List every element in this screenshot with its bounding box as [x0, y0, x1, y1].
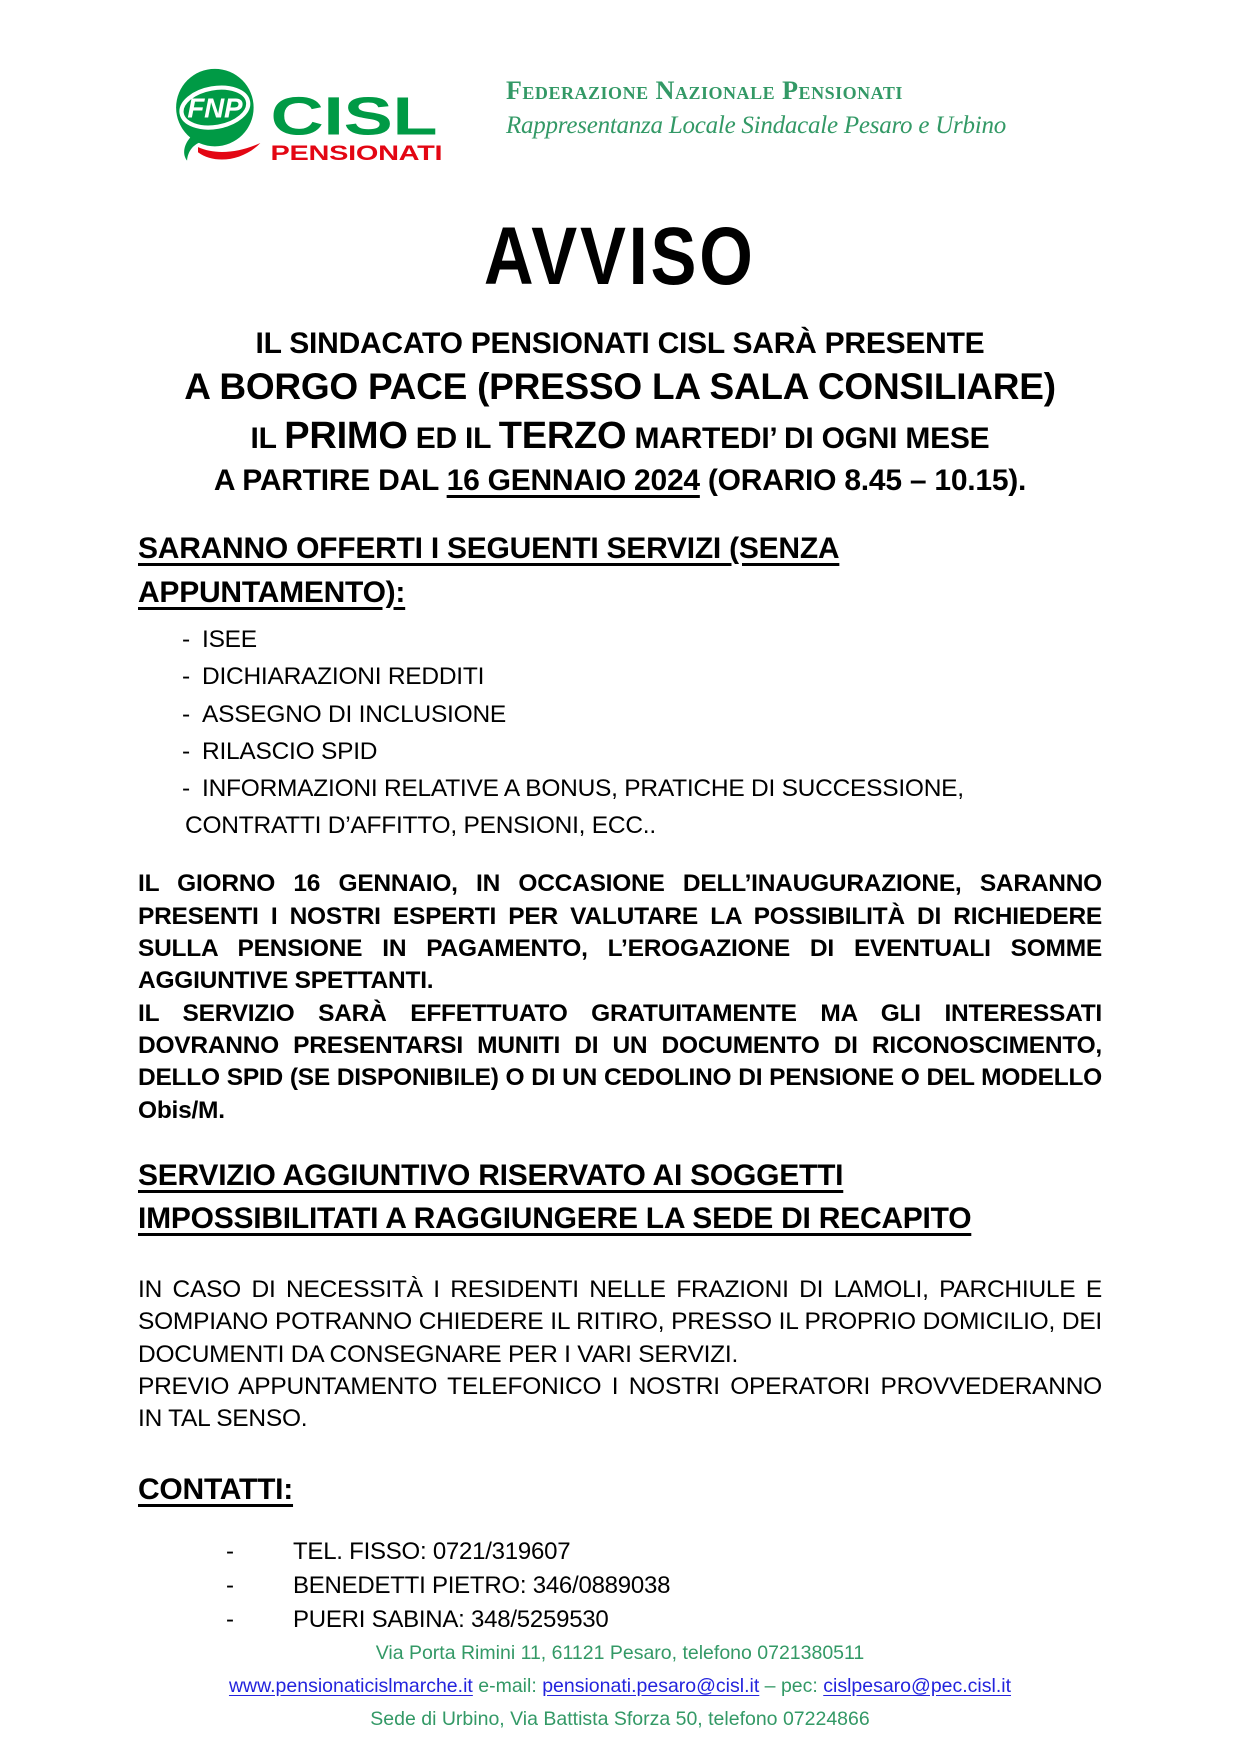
- bullet-dash: -: [226, 1571, 234, 1599]
- email-link[interactable]: pensionati.pesaro@cisl.it: [542, 1674, 760, 1697]
- intro-line-3-part: MARTEDI’ DI OGNI MESE: [626, 422, 990, 456]
- service-dichiarazioni: DICHIARAZIONI REDDITI: [202, 663, 485, 691]
- contact-landline: TEL. FISSO: 0721/319607: [293, 1537, 571, 1565]
- website-link[interactable]: www.pensionaticislmarche.it: [228, 1674, 473, 1697]
- fnp-cisl-pensionati-logo: [166, 64, 444, 168]
- bullet-dash: -: [182, 663, 190, 691]
- list-item: [138, 733, 1102, 770]
- intro-line-4-part: (ORARIO 8.45 – 10.15).: [699, 464, 1027, 498]
- intro-line-3-part: ED IL: [407, 422, 499, 456]
- contact-benedetti: BENEDETTI PIETRO: 346/0889038: [293, 1571, 671, 1599]
- service-informazioni-continuation: CONTRATTI D’AFFITTO, PENSIONI, ECC..: [185, 812, 656, 840]
- bullet-dash: -: [182, 700, 190, 728]
- extra-service-heading-line-1: SERVIZIO AGGIUNTIVO RISERVATO AI SOGGETTI: [138, 1159, 844, 1193]
- intro-line-4-part: A PARTIRE DAL: [213, 464, 447, 498]
- bullet-dash: -: [182, 737, 190, 765]
- contact-row-landline: [138, 1535, 1102, 1569]
- intro-line-1: IL SINDACATO PENSIONATI CISL SARÀ PRESENTE: [255, 327, 985, 360]
- pec-link[interactable]: cislpesaro@pec.cisl.it: [823, 1674, 1012, 1697]
- service-assegno: ASSEGNO DI INCLUSIONE: [202, 700, 506, 728]
- services-heading-line-1: SARANNO OFFERTI I SEGUENTI SERVIZI (SENZA: [138, 532, 840, 566]
- logo-fnp-text: FNP: [187, 92, 243, 124]
- services-list: [138, 621, 1102, 807]
- paragraph-inauguration: IL GIORNO 16 GENNAIO, IN OCCASIONE DELL’INAUGURAZIONE, SARANNO PRESENTI I NOSTRI ESPERTI PER VALUTARE LA POSSIBILITÀ DI RICHIEDERE SULLA PENSIONE IN PAGAMENTO, L’EROGAZIONE DI EVENTUALI SOMME AGGIUNTIVE SPETTANTI.: [138, 870, 1102, 995]
- footer: [138, 1637, 1102, 1735]
- contacts-heading: [138, 1469, 1102, 1512]
- service-spid: RILASCIO SPID: [202, 737, 378, 765]
- contact-pueri: PUERI SABINA: 348/5259530: [293, 1606, 609, 1634]
- paragraph-home-pickup: IN CASO DI NECESSITÀ I RESIDENTI NELLE FRAZIONI DI LAMOLI, PARCHIULE E SOMPIANO POTRANNO CHIEDERE IL RITIRO, PRESSO IL PROPRIO DOMICILIO, DEI DOCUMENTI DA CONSEGNARE PER I VARI SERVIZI.: [138, 1275, 1102, 1368]
- organization-name: Federazione Nazionale Pensionati: [506, 76, 903, 105]
- intro-line-3-primo: PRIMO: [284, 415, 408, 458]
- bullet-dash: -: [182, 626, 190, 654]
- home-pickup-paragraphs: [138, 1274, 1102, 1436]
- bullet-dash: -: [226, 1537, 234, 1565]
- intro-line-3-terzo: TERZO: [498, 415, 627, 458]
- paragraph-free-service: IL SERVIZIO SARÀ EFFETTUATO GRATUITAMENTE MA GLI INTERESSATI DOVRANNO PRESENTARSI MUNITI DI UN DOCUMENTO DI RICONOSCIMENTO, DELLO SPID (SE DISPONIBILE) O DI UN CEDOLINO DI PENSIONE O DEL MODELLO Obis/M.: [138, 999, 1102, 1124]
- services-heading: [138, 528, 1102, 615]
- logo-pensionati-text: PENSIONATI: [270, 141, 443, 165]
- list-item: [138, 621, 1102, 658]
- organization-subtitle: Rappresentanza Locale Sindacale Pesaro e Urbino: [506, 111, 1006, 139]
- contact-row-benedetti: [138, 1569, 1102, 1603]
- contacts-list: [138, 1535, 1102, 1637]
- footer-address-pesaro: Via Porta Rimini 11, 61121 Pesaro, telefono 0721380511: [375, 1642, 865, 1665]
- list-item: [138, 770, 1102, 807]
- page-title-text: AVVISO: [484, 211, 756, 302]
- list-item: [138, 696, 1102, 733]
- service-informazioni: INFORMAZIONI RELATIVE A BONUS, PRATICHE DI SUCCESSIONE,: [202, 774, 964, 802]
- contacts-heading-text: CONTATTI:: [138, 1473, 294, 1507]
- footer-links-line: [138, 1670, 1102, 1703]
- bullet-dash: -: [226, 1606, 234, 1634]
- contact-row-pueri: [138, 1603, 1102, 1637]
- start-date: 16 GENNAIO 2024: [446, 464, 700, 498]
- inauguration-paragraphs: [138, 868, 1102, 1127]
- logo-cisl-text: CISL: [270, 86, 438, 147]
- pec-label: – pec:: [759, 1674, 824, 1697]
- intro-block: [138, 324, 1102, 500]
- intro-line-3: [138, 411, 1102, 461]
- intro-line-4: [138, 461, 1102, 500]
- page-title: [138, 211, 1102, 302]
- letterhead: [166, 64, 1102, 168]
- footer-address-urbino: Sede di Urbino, Via Battista Sforza 50, telefono 07224866: [370, 1707, 870, 1730]
- intro-line-2: A BORGO PACE (PRESSO LA SALA CONSILIARE): [184, 366, 1056, 407]
- extra-service-heading-line-2: IMPOSSIBILITATI A RAGGIUNGERE LA SEDE DI RECAPITO: [138, 1202, 972, 1236]
- paragraph-phone-appointment: PREVIO APPUNTAMENTO TELEFONICO I NOSTRI OPERATORI PROVVEDERANNO IN TAL SENSO.: [138, 1372, 1102, 1433]
- services-heading-line-2: APPUNTAMENTO):: [138, 575, 406, 609]
- bullet-dash: -: [182, 774, 190, 802]
- intro-line-3-part: IL: [250, 422, 285, 456]
- extra-service-heading: [138, 1155, 1102, 1242]
- service-isee: ISEE: [202, 626, 257, 654]
- email-label: e-mail:: [472, 1674, 543, 1697]
- organization-block: [506, 64, 1006, 144]
- list-item: [138, 658, 1102, 695]
